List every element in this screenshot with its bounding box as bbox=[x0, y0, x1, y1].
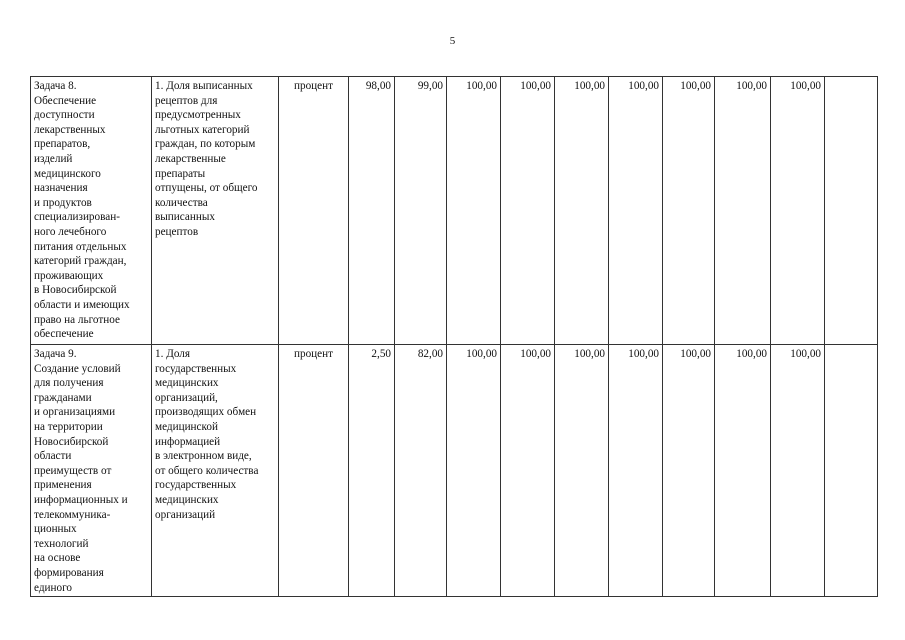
indicator-line: предусмотренных bbox=[155, 109, 241, 122]
value-cell: 100,00 bbox=[663, 77, 715, 345]
value-cell: 100,00 bbox=[447, 77, 501, 345]
value-cell: 100,00 bbox=[555, 345, 609, 597]
indicator-line: медицинских bbox=[155, 493, 219, 506]
value-cell: 100,00 bbox=[715, 345, 771, 597]
indicator-line: в электронном виде, bbox=[155, 450, 252, 463]
indicator-line: производящих обмен bbox=[155, 406, 257, 419]
indicator-line: от общего количества bbox=[155, 464, 259, 477]
indicator-line: 1. Доля выписанных bbox=[155, 80, 253, 92]
task-line: проживающих bbox=[34, 269, 104, 282]
task-line: право на льготное bbox=[34, 313, 120, 326]
task-line: доступности bbox=[34, 109, 95, 122]
indicator-line: информацией bbox=[155, 435, 221, 448]
indicators-table bbox=[30, 76, 878, 597]
value-cell: 100,00 bbox=[501, 345, 555, 597]
value-cell: 100,00 bbox=[771, 345, 825, 597]
task-line: гражданами bbox=[34, 391, 92, 404]
task-line: применения bbox=[34, 479, 92, 492]
task-line: области и имеющих bbox=[34, 298, 130, 311]
indicator-line: препараты bbox=[155, 167, 206, 180]
table-row bbox=[31, 345, 878, 597]
task-line: препаратов, bbox=[34, 138, 91, 151]
indicator-line: рецептов bbox=[155, 225, 199, 238]
value-cell: 99,00 bbox=[395, 77, 447, 345]
indicator-cell bbox=[152, 77, 279, 345]
task-line: ного лечебного bbox=[34, 225, 107, 238]
task-line: ционных bbox=[34, 523, 77, 536]
indicator-line: отпущены, от общего bbox=[155, 182, 258, 195]
task-line: на основе bbox=[34, 552, 81, 565]
task-line: информационных и bbox=[34, 493, 128, 506]
task-line: области bbox=[34, 450, 72, 463]
indicator-line: государственных bbox=[155, 362, 237, 375]
indicator-line: организаций bbox=[155, 508, 216, 521]
page-number: 5 bbox=[449, 35, 456, 47]
value-cell: 82,00 bbox=[395, 345, 447, 597]
task-line: изделий bbox=[34, 152, 73, 165]
indicator-line: медицинской bbox=[155, 420, 218, 433]
unit-cell: процент bbox=[279, 345, 349, 597]
task-line: лекарственных bbox=[34, 123, 106, 136]
task-line: и продуктов bbox=[34, 196, 92, 209]
task-line: Обеспечение bbox=[34, 94, 97, 107]
task-cell bbox=[31, 345, 152, 597]
task-line: технологий bbox=[34, 537, 89, 550]
unit-cell: процент bbox=[279, 77, 349, 345]
value-cell: 100,00 bbox=[609, 77, 663, 345]
indicator-line: рецептов для bbox=[155, 94, 218, 107]
value-cell: 100,00 bbox=[447, 345, 501, 597]
value-cell: 100,00 bbox=[715, 77, 771, 345]
task-line: и организациями bbox=[34, 406, 116, 419]
task-line: обеспечение bbox=[34, 328, 94, 341]
task-line: специализирован- bbox=[34, 211, 120, 224]
indicator-line: выписанных bbox=[155, 211, 215, 224]
task-line: назначения bbox=[34, 182, 88, 195]
value-cell bbox=[825, 77, 878, 345]
task-line: преимуществ от bbox=[34, 464, 112, 477]
task-line: телекоммуника- bbox=[34, 508, 111, 521]
indicator-line: 1. Доля bbox=[155, 348, 190, 360]
value-cell: 100,00 bbox=[771, 77, 825, 345]
value-cell: 100,00 bbox=[609, 345, 663, 597]
task-line: Новосибирской bbox=[34, 435, 109, 448]
indicator-line: лекарственные bbox=[155, 152, 226, 165]
task-line: для получения bbox=[34, 377, 104, 390]
indicator-line: медицинских bbox=[155, 377, 219, 390]
value-cell: 100,00 bbox=[663, 345, 715, 597]
task-line: медицинского bbox=[34, 167, 101, 180]
task-line: Задача 8. bbox=[34, 80, 77, 92]
task-cell bbox=[31, 77, 152, 345]
value-cell: 100,00 bbox=[555, 77, 609, 345]
indicator-line: организаций, bbox=[155, 391, 218, 404]
value-cell: 2,50 bbox=[349, 345, 395, 597]
indicator-line: количества bbox=[155, 196, 208, 209]
task-line: на территории bbox=[34, 420, 103, 433]
indicator-line: льготных категорий bbox=[155, 123, 250, 136]
indicator-cell bbox=[152, 345, 279, 597]
task-line: Задача 9. bbox=[34, 348, 77, 360]
indicator-line: граждан, по которым bbox=[155, 138, 256, 151]
indicator-line: государственных bbox=[155, 479, 237, 492]
task-line: единого bbox=[34, 581, 72, 594]
task-line: категорий граждан, bbox=[34, 255, 127, 268]
table-row bbox=[31, 77, 878, 345]
value-cell bbox=[825, 345, 878, 597]
task-line: питания отдельных bbox=[34, 240, 127, 253]
value-cell: 98,00 bbox=[349, 77, 395, 345]
value-cell: 100,00 bbox=[501, 77, 555, 345]
task-line: Создание условий bbox=[34, 362, 121, 375]
task-line: формирования bbox=[34, 566, 104, 579]
task-line: в Новосибирской bbox=[34, 284, 117, 297]
